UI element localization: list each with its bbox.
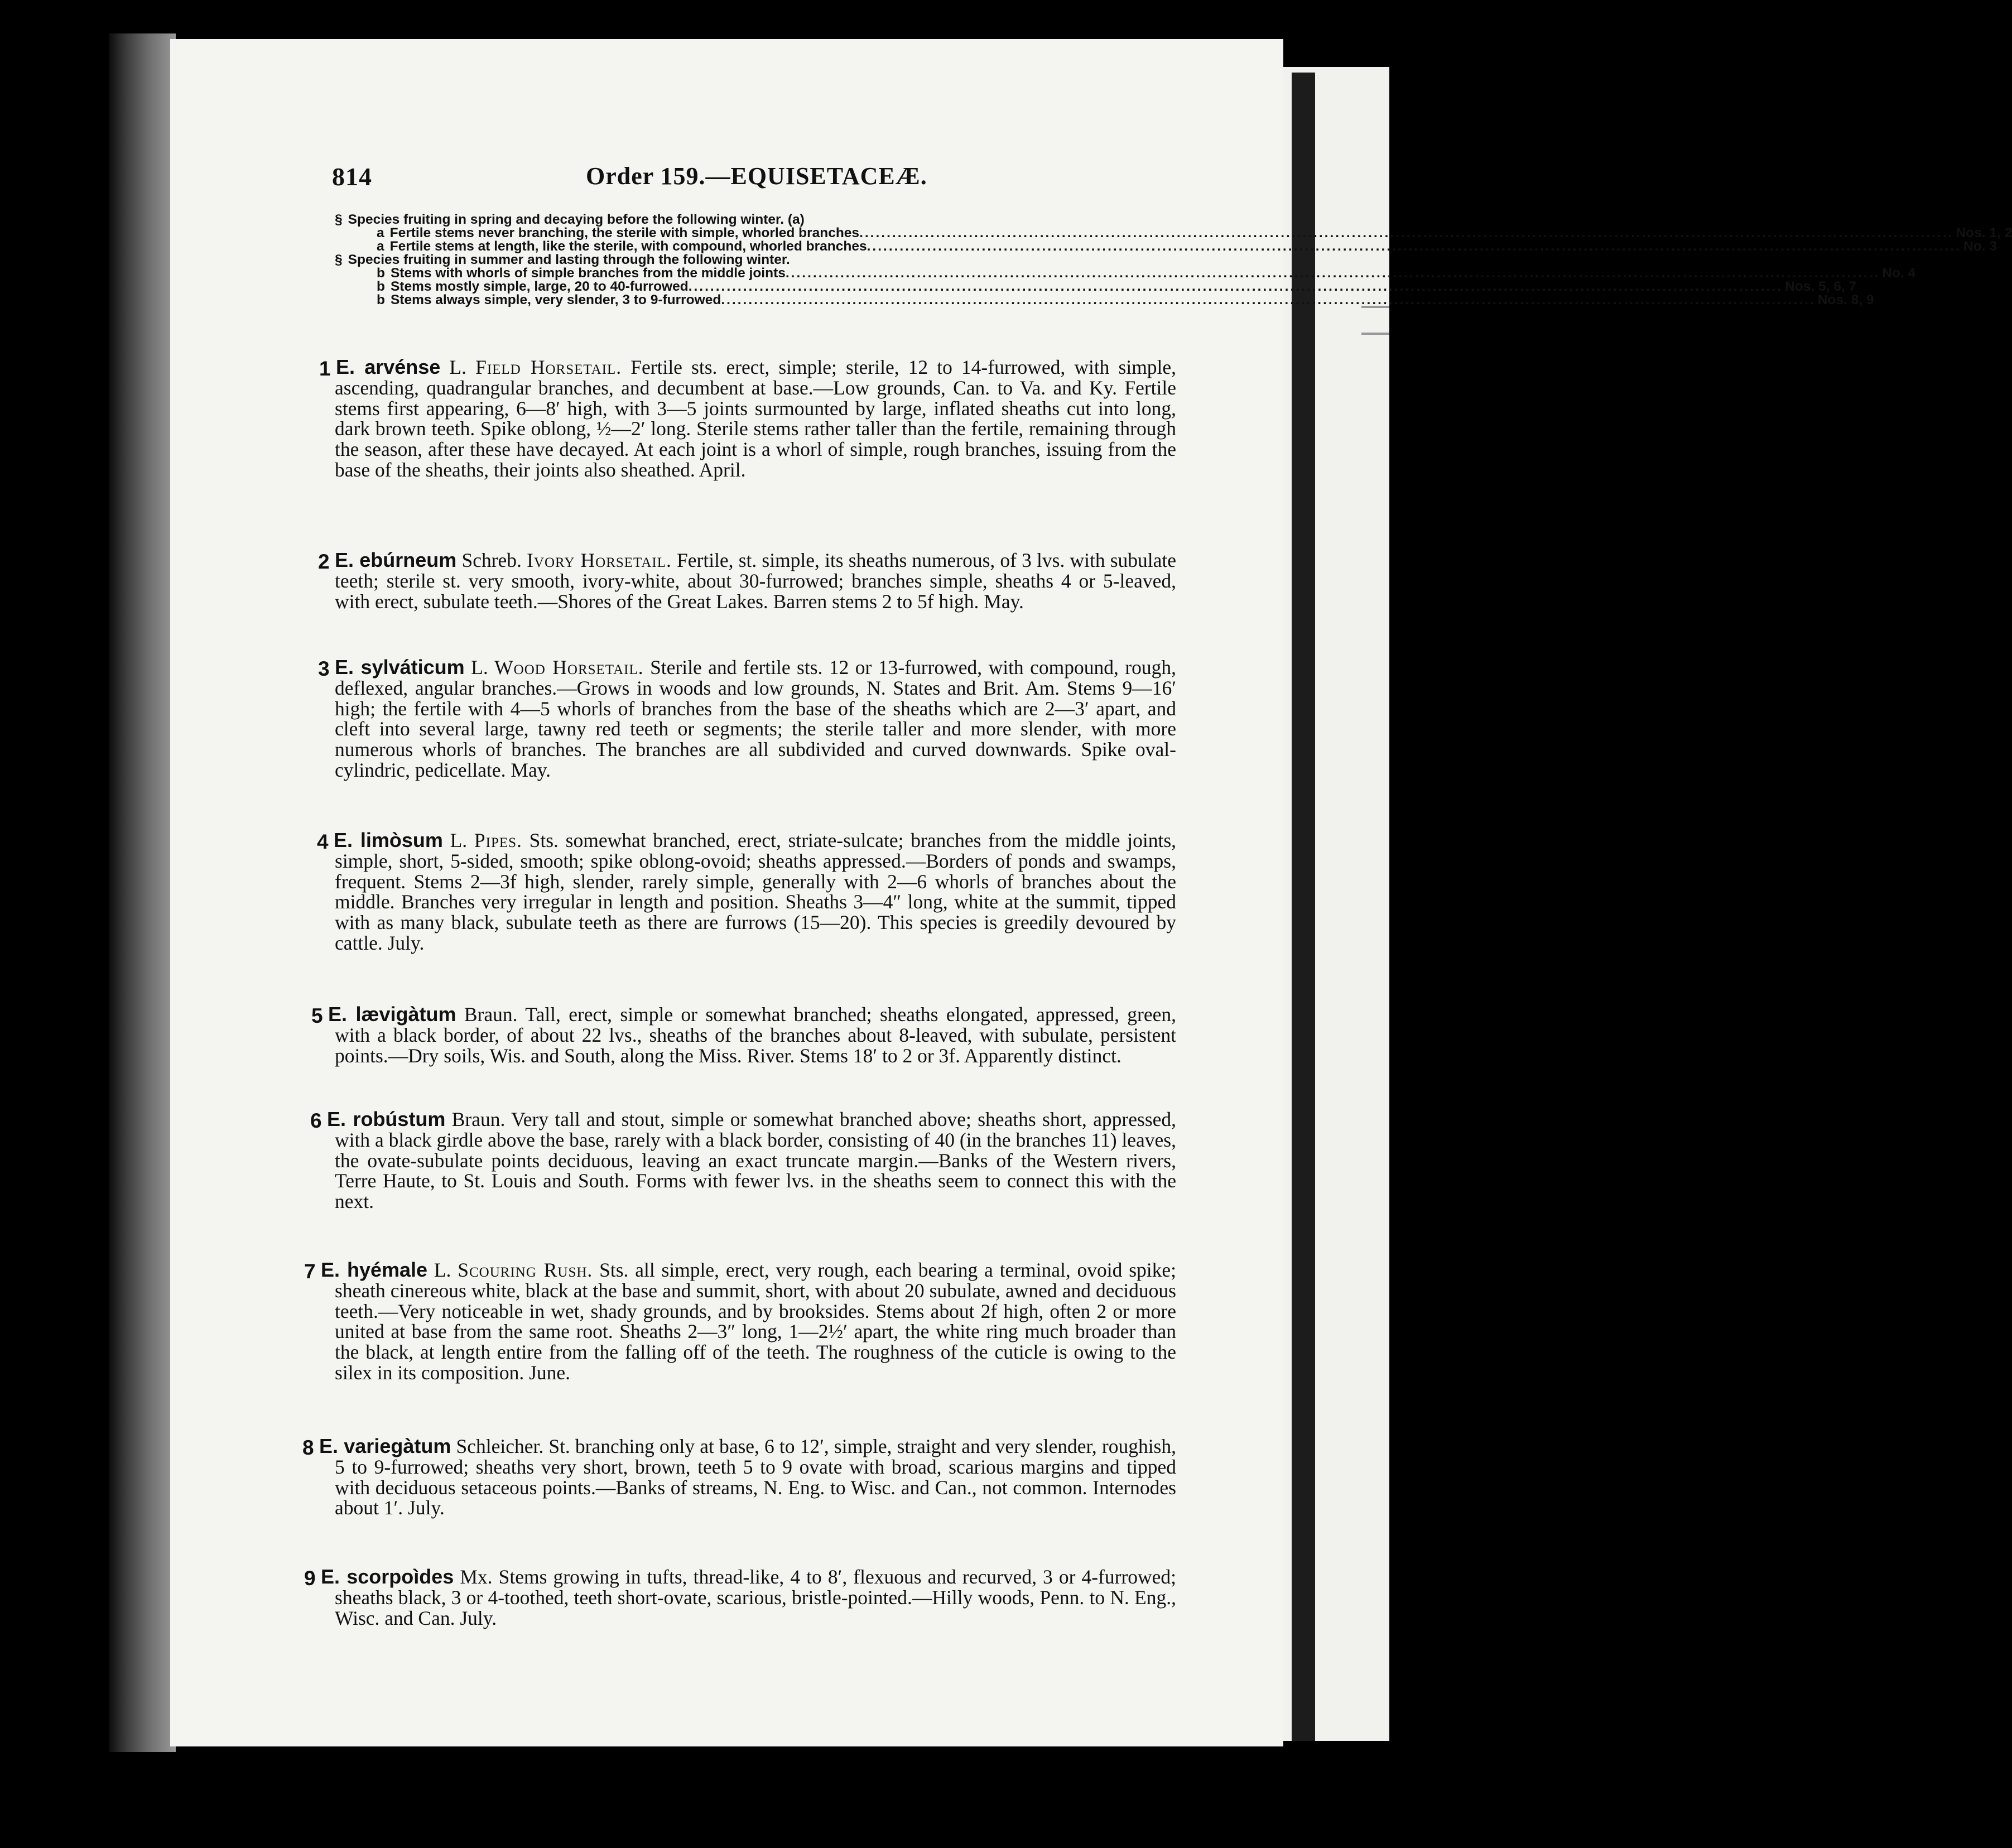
key-species-numbers: Nos. 8, 9 [1817,292,1874,307]
species-author: L. [449,356,466,378]
key-mark: b [377,279,385,294]
key-row [335,279,1857,294]
species-name: E. ebúrneum [335,548,457,571]
species-name: E. sylváticum [335,656,465,678]
key-leader-dots: ........................................................................................................................................................................................................ [688,279,1783,294]
key-leader-dots: ........................................................................................................................................................................................................ [859,225,1954,240]
running-title: Order 159.—EQUISETACEÆ. [586,162,927,190]
species-entry [328,1003,1177,1067]
key-text: Stems with whorls of simple branches from the middle joints [390,266,786,281]
key-text: Species fruiting in summer and lasting through the following winter. [348,252,790,267]
key-text: Fertile stems never branching, the sterile with simple, whorled branches [389,225,860,240]
species-entry [319,1435,1176,1519]
key-row [335,266,1916,281]
page-gutter-strip [1292,73,1315,1741]
species-author: Mx. [460,1566,493,1588]
species-author: Schreb. [461,549,522,571]
key-row [335,253,1188,267]
species-name: E. limòsum [334,829,443,851]
key-mark: a [377,225,384,240]
species-description: Fertile sts. erect, simple; sterile, 12 to 14-furrowed, with simple, ascending, quadrangular branches, and decumbent at base.—Low grounds, Can. to Va. and Ky. Fertile stems first appearing, 6—8′ high, with 3—5 joints surmounted by large, inflated sheaths cut into long, dark brown teeth. Spike oblong, ½—2′ long. Sterile stems rather taller than the fertile, remaining through the season, after these have decayed. At each joint is a whorl of simple, rough branches, issuing from the base of the sheaths, their joints also sheathed. April. [335,356,1177,481]
species-number: 1 [319,357,331,380]
species-description: Sts. all simple, erect, very rough, each bearing a terminal, ovoid spike; sheath cinereous white, black at the base and summit, short, with about 20 subulate, awned and deciduous teeth.—Very noticeable in wet, shady grounds, and by brooksides. Stems about 2f high, often 2 or more united at base from the same root. Sheaths 2—3″ long, 1—2½′ apart, the white ring much broader than the black, at length entire from the falling off of the teeth. The roughness of the cuticle is owing to the silex in its composition. June. [335,1259,1177,1384]
species-name: E. robústum [327,1108,446,1130]
species-author: L. [434,1259,451,1281]
key-mark: § [335,252,343,267]
key-row [335,225,2012,240]
species-entry [335,357,1176,480]
species-author: Schleicher. [456,1435,544,1457]
facing-page-text-fragment [1361,333,1389,335]
key-species-numbers: Nos. 5, 6, 7 [1785,279,1857,294]
species-common-name: Scouring Rush. [458,1259,593,1281]
species-author: L. [450,829,468,851]
species-description: Sterile and fertile sts. 12 or 13-furrowed, with compound, rough, deflexed, angular branches.—Grows in woods and low grounds, N. States and Brit. Am. Stems 9—16′ high; the fertile with 4—5 whorls of branches from the base of the sheaths which are 2—3′ apart, and cleft into several large, tawny red teeth or segments; the sterile taller and more slender, with more numerous whorls of branches. The branches are all subdivided and curved downwards. Spike oval-cylindric, pedicellate. May. [335,656,1177,781]
key-text: Stems mostly simple, large, 20 to 40-furrowed [390,279,689,294]
species-common-name: Field Horsetail. [475,356,622,378]
species-description: Fertile, st. simple, its sheaths numerous, of 3 lvs. with subulate teeth; sterile st. very smooth, ivory-white, about 30-furrowed; branches simple, sheaths 4 or 5-leaved, with erect, subulate teeth.—Shores of the Great Lakes. Barren stems 2 to 5f high. May. [335,549,1177,613]
species-description: Very tall and stout, simple or somewhat branched above; sheaths short, appressed, with a black girdle above the base, rarely with a black border, consisting of 40 (in the branches 11) leaves, the ovate-subulate points deciduous, leaving an exact truncate margin.—Banks of the Western rivers, Terre Haute, to St. Louis and South. Forms with fewer lvs. in the sheaths seem to connect this with the next. [335,1108,1177,1213]
key-row [335,239,1997,254]
species-name: E. hyémale [321,1258,428,1281]
key-text: Fertile stems at length, like the sterile, with compound, whorled branches [389,239,867,254]
key-species-numbers: No. 3 [1963,239,1997,254]
book-binding-shadow [109,33,176,1752]
key-leader-dots: ........................................................................................................................................................................................................ [785,266,1880,281]
species-common-name: Pipes. [474,829,522,851]
species-number: 9 [304,1567,316,1590]
key-species-numbers: Nos. 1, 2 [1956,225,2012,240]
species-common-name: Ivory Horsetail. [527,549,672,571]
key-mark: b [377,266,385,281]
species-entry [335,657,1176,781]
key-text: Species fruiting in spring and decaying before the following winter. (a) [348,212,805,227]
species-name: E. lævigàtum [328,1003,456,1026]
species-entry [335,830,1176,954]
key-mark: b [377,292,385,307]
key-mark: § [335,212,343,227]
species-number: 4 [317,830,329,853]
species-description: St. branching only at base, 6 to 12′, simple, straight and very slender, roughish, 5 to 9-furrowed; sheaths very short, brown, teeth 5 to 9 ovate with broad, scarious margins and tipped with deciduous setaceous points.—Banks of streams, N. Eng. to Wisc. and Can., not common. Internodes about 1′. July. [335,1435,1176,1519]
species-author: Braun. [464,1003,518,1026]
key-mark: a [377,239,384,254]
species-number: 2 [318,550,330,573]
species-name: E. scorpoìdes [321,1565,454,1588]
key-row [335,292,1874,307]
species-description: Sts. somewhat branched, erect, striate-sulcate; branches from the middle joints, simple, short, 5-sided, smooth; spike oblong-ovoid; sheaths appressed.—Borders of ponds and swamps, frequent. Stems 2—3f high, slender, rarely simple, generally with 2—6 whorls of branches about the middle. Branches very irregular in length and position. Sheaths 3—4″ long, white at the summit, tipped with as many black, subulate teeth as there are furrows (15—20). This species is greedily devoured by cattle. July. [335,829,1177,954]
species-entry [321,1258,1177,1384]
key-leader-dots: ........................................................................................................................................................................................................ [867,239,1961,254]
species-author: Braun. [451,1108,506,1130]
species-number: 6 [310,1109,322,1132]
species-description: Tall, erect, simple or somewhat branched; sheaths elongated, appressed, green, with a black border, of about 22 lvs., sheaths of the branches about 8-leaved, with subulate, persistent points.—Dry soils, Wis. and South, along the Miss. River. Stems 18′ to 2 or 3f. Apparently distinct. [335,1003,1177,1067]
key-text: Stems always simple, very slender, 3 to 9-furrowed [390,292,721,307]
species-common-name: Wood Horsetail. [494,656,644,678]
species-key [335,212,2012,307]
species-number: 3 [318,657,330,680]
species-entry [335,550,1176,612]
species-entry [327,1108,1177,1213]
species-name: E. variegàtum [319,1435,451,1457]
page-header [332,162,1202,190]
page-number: 814 [332,162,372,191]
key-leader-dots: ........................................................................................................................................................................................................ [721,292,1816,307]
key-species-numbers: No. 4 [1882,266,1916,281]
species-name: E. arvénse [336,355,441,378]
species-entry [321,1565,1177,1629]
species-description: Stems growing in tufts, thread-like, 4 to 8′, flexuous and recurved, 3 or 4-furrowed; sheaths black, 3 or 4-toothed, teeth short-ovate, scarious, bristle-pointed.—Hilly woods, Penn. to N. Eng., Wisc. and Can. July. [335,1566,1177,1629]
species-number: 5 [311,1004,323,1027]
species-author: L. [471,656,488,678]
species-number: 7 [304,1260,316,1283]
species-number: 8 [302,1436,314,1459]
key-row [335,213,1188,227]
